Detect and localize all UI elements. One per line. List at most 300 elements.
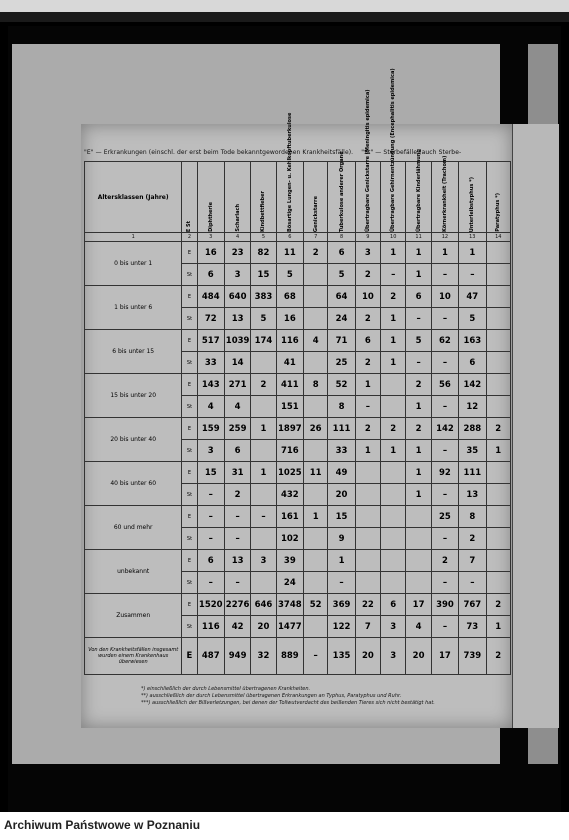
cell-value: 52: [328, 374, 355, 396]
column-number: 3: [197, 233, 224, 242]
cell-value: [486, 374, 511, 396]
row-type-e: E: [182, 374, 197, 396]
row-type-st: St: [182, 572, 197, 594]
cell-value: 2276: [224, 594, 250, 616]
cell-value: [251, 572, 276, 594]
archive-label: Archiwum Państwowe w Poznaniu: [4, 818, 201, 832]
cell-value: –: [224, 572, 250, 594]
cell-value: –: [197, 528, 224, 550]
column-header-text: Genickstarre: [312, 195, 319, 232]
cell-value: [355, 572, 380, 594]
cell-value: [355, 462, 380, 484]
cell-value: 6: [197, 264, 224, 286]
cell-value: 17: [431, 638, 458, 675]
column-number: 8: [328, 233, 355, 242]
row-type-e: E: [182, 242, 197, 264]
column-header-3: [197, 162, 224, 233]
cell-value: –: [406, 308, 431, 330]
age-class-label: 60 und mehr: [85, 506, 182, 550]
cell-value: 122: [328, 616, 355, 638]
column-number: 10: [381, 233, 406, 242]
cell-value: [486, 286, 511, 308]
cell-value: 20: [251, 616, 276, 638]
column-header-10: [381, 68, 406, 233]
cell-value: 31: [224, 462, 250, 484]
cell-value: 20: [406, 638, 431, 675]
cell-value: 2: [486, 418, 511, 440]
row-type-st: St: [182, 528, 197, 550]
cell-value: [486, 352, 511, 374]
cell-value: 4: [197, 396, 224, 418]
cell-value: –: [459, 264, 486, 286]
cell-value: [486, 572, 511, 594]
cell-value: 1025: [276, 462, 303, 484]
cell-value: 1039: [224, 330, 250, 352]
cell-value: 484: [197, 286, 224, 308]
cell-value: 640: [224, 286, 250, 308]
cell-value: –: [431, 572, 458, 594]
column-number: 12: [431, 233, 458, 242]
cell-value: 390: [431, 594, 458, 616]
cell-value: [406, 572, 431, 594]
cell-value: 39: [276, 550, 303, 572]
cell-value: 2: [486, 594, 511, 616]
cell-value: 5: [406, 330, 431, 352]
row-type-st: St: [182, 308, 197, 330]
cell-value: 6: [459, 352, 486, 374]
cell-value: [486, 242, 511, 264]
cell-value: [355, 528, 380, 550]
cell-value: 1897: [276, 418, 303, 440]
cell-value: 13: [224, 550, 250, 572]
cell-value: 1520: [197, 594, 224, 616]
cell-value: [251, 528, 276, 550]
column-header-8: [328, 151, 355, 233]
cell-value: 15: [251, 264, 276, 286]
cell-value: [381, 374, 406, 396]
cell-value: 2: [406, 418, 431, 440]
column-header-1: Altersklassen (Jahre): [85, 162, 182, 233]
cell-value: 20: [328, 484, 355, 506]
column-header-6: [276, 112, 303, 233]
table-row: [85, 462, 511, 484]
cell-value: 8: [304, 374, 328, 396]
cell-value: 411: [276, 374, 303, 396]
column-number: 5: [251, 233, 276, 242]
cell-value: 64: [328, 286, 355, 308]
row-type-e: E: [182, 462, 197, 484]
cell-value: 20: [355, 638, 380, 675]
row-type-st: St: [182, 396, 197, 418]
cell-value: 9: [328, 528, 355, 550]
archive-bar: [0, 812, 569, 840]
cell-value: 92: [431, 462, 458, 484]
column-header-text: Kindbettfieber: [260, 190, 267, 232]
cell-value: [486, 528, 511, 550]
adjacent-page-columns: [512, 124, 559, 728]
cell-value: [486, 330, 511, 352]
cell-value: [304, 264, 328, 286]
cell-value: 2: [224, 484, 250, 506]
column-header-11: [406, 149, 431, 233]
cell-value: [304, 308, 328, 330]
cell-value: 1: [381, 242, 406, 264]
column-header-text: Tuberkulose anderer Organe: [338, 151, 345, 232]
cell-value: 1: [381, 352, 406, 374]
column-number: 1: [85, 233, 182, 242]
cell-value: 35: [459, 440, 486, 462]
cell-value: –: [431, 616, 458, 638]
footnotes: [141, 686, 501, 707]
cell-value: [304, 286, 328, 308]
column-number: 4: [224, 233, 250, 242]
cell-value: 949: [224, 638, 250, 675]
statistics-sheet: [81, 68, 512, 728]
cell-value: 432: [276, 484, 303, 506]
cell-value: 142: [431, 418, 458, 440]
cell-value: 2: [355, 352, 380, 374]
column-header-12: [431, 155, 458, 233]
cell-value: 2: [304, 242, 328, 264]
cell-value: –: [431, 396, 458, 418]
cell-value: [304, 440, 328, 462]
cell-value: 111: [328, 418, 355, 440]
cell-value: 5: [459, 308, 486, 330]
cell-value: [251, 440, 276, 462]
cell-value: 1: [381, 308, 406, 330]
cell-value: 42: [224, 616, 250, 638]
cell-value: –: [224, 506, 250, 528]
cell-value: [355, 550, 380, 572]
cell-value: 24: [276, 572, 303, 594]
cell-value: 151: [276, 396, 303, 418]
footnote: **) ausschließlich der durch Lebensmittel übertragenen Erkrankungen an Typhus, Paratyphus und Ruhr.: [141, 693, 402, 699]
cell-value: 10: [431, 286, 458, 308]
table-row: [85, 242, 511, 264]
cell-value: 3: [355, 242, 380, 264]
cell-value: 1: [251, 462, 276, 484]
cell-value: [304, 572, 328, 594]
column-number: 2: [182, 233, 197, 242]
cell-value: [304, 550, 328, 572]
cell-value: 116: [197, 616, 224, 638]
cell-value: [304, 352, 328, 374]
cell-value: 3: [251, 550, 276, 572]
cell-value: 3: [197, 440, 224, 462]
cell-value: [486, 264, 511, 286]
column-header-text: Paratyphus *): [495, 193, 502, 232]
cell-value: 13: [224, 308, 250, 330]
table-row: [85, 506, 511, 528]
cell-value: 102: [276, 528, 303, 550]
cell-value: 271: [224, 374, 250, 396]
table-row: [85, 330, 511, 352]
cell-value: 383: [251, 286, 276, 308]
cell-value: 2: [355, 264, 380, 286]
cell-value: 11: [276, 242, 303, 264]
cell-value: 369: [328, 594, 355, 616]
cell-value: [486, 484, 511, 506]
cell-value: [486, 308, 511, 330]
cell-value: 62: [431, 330, 458, 352]
column-header-text: Scharlach: [234, 204, 241, 232]
cell-value: [304, 396, 328, 418]
row-type-st: St: [182, 616, 197, 638]
cell-value: 1: [406, 440, 431, 462]
cell-value: 16: [276, 308, 303, 330]
cell-value: –: [431, 308, 458, 330]
cell-value: –: [251, 506, 276, 528]
cell-value: [381, 506, 406, 528]
cell-value: 4: [406, 616, 431, 638]
cell-value: [406, 550, 431, 572]
cell-value: [381, 396, 406, 418]
cell-value: 25: [328, 352, 355, 374]
column-header-5: [251, 162, 276, 233]
cell-value: 159: [197, 418, 224, 440]
column-number: 9: [355, 233, 380, 242]
column-header-text: Übertragbare Kinderlähmung: [415, 149, 422, 232]
age-class-label: 15 bis unter 20: [85, 374, 182, 418]
row-type-e: E: [182, 286, 197, 308]
cell-value: 889: [276, 638, 303, 675]
cell-value: [486, 550, 511, 572]
cell-value: 288: [459, 418, 486, 440]
column-number: 6: [276, 233, 303, 242]
cell-value: 739: [459, 638, 486, 675]
cell-value: 1: [381, 330, 406, 352]
table-row: [85, 550, 511, 572]
age-class-label: unbekannt: [85, 550, 182, 594]
total-label: Zusammen: [85, 594, 182, 638]
cell-value: 2: [486, 638, 511, 675]
cell-value: 15: [328, 506, 355, 528]
header-left: "E" — Erkrankungen (einschl. der erst beim Tode bekanntgewordenen Krankheitsfälle).: [84, 149, 354, 156]
cell-value: 4: [304, 330, 328, 352]
cell-value: 23: [224, 242, 250, 264]
cell-value: –: [355, 396, 380, 418]
cell-value: 5: [276, 264, 303, 286]
cell-value: 5: [251, 308, 276, 330]
cell-value: 13: [459, 484, 486, 506]
footnote: *) einschließlich der durch Lebensmittel übertragenen Krankheiten.: [141, 686, 311, 692]
column-number: 11: [406, 233, 431, 242]
cell-value: 116: [276, 330, 303, 352]
cell-value: 47: [459, 286, 486, 308]
table-row: [85, 594, 511, 616]
cell-value: [381, 484, 406, 506]
cell-value: 6: [406, 286, 431, 308]
cell-value: 1: [486, 440, 511, 462]
table-row: [85, 418, 511, 440]
cell-value: 56: [431, 374, 458, 396]
row-type-e: E: [182, 550, 197, 572]
cell-value: –: [459, 572, 486, 594]
cell-value: 1: [406, 396, 431, 418]
cell-value: [486, 506, 511, 528]
cell-value: 174: [251, 330, 276, 352]
cell-value: 1: [251, 418, 276, 440]
cell-value: –: [431, 440, 458, 462]
cell-value: [304, 528, 328, 550]
cell-value: [304, 616, 328, 638]
cell-value: [486, 396, 511, 418]
column-header-text: Bösartige Lungen- u. Kehlkopftuberkulose: [286, 112, 293, 232]
column-header-2: [182, 162, 197, 233]
cell-value: –: [197, 572, 224, 594]
column-header-text: Diphtherie: [207, 202, 214, 232]
row-type-st: St: [182, 264, 197, 286]
cell-value: [381, 550, 406, 572]
age-class-label: 1 bis unter 6: [85, 286, 182, 330]
cell-value: –: [328, 572, 355, 594]
cell-value: 11: [304, 462, 328, 484]
cell-value: 7: [459, 550, 486, 572]
table-row: [85, 374, 511, 396]
column-number: 7: [304, 233, 328, 242]
column-header-text: Übertragbare Gehirnentzündung (Encephalitis epidemica): [390, 68, 397, 232]
cell-value: [406, 528, 431, 550]
cell-value: 517: [197, 330, 224, 352]
cell-value: 1: [381, 440, 406, 462]
cell-value: 161: [276, 506, 303, 528]
column-header-7: [304, 162, 328, 233]
hospital-label: Von den Krankheitsfällen insgesamt wurden einem Krankenhaus überwiesen: [85, 638, 182, 675]
cell-value: [251, 484, 276, 506]
cell-value: –: [406, 352, 431, 374]
cell-value: 68: [276, 286, 303, 308]
cell-value: 72: [197, 308, 224, 330]
cell-value: 767: [459, 594, 486, 616]
column-header-text: Übertragbare Genickstarre (Meningitis epidemica): [364, 89, 371, 232]
cell-value: 5: [328, 264, 355, 286]
cell-value: –: [381, 264, 406, 286]
cell-value: [381, 462, 406, 484]
cell-value: 32: [251, 638, 276, 675]
cell-value: 1: [406, 484, 431, 506]
cell-value: 1: [328, 550, 355, 572]
cell-value: [304, 484, 328, 506]
cell-value: –: [304, 638, 328, 675]
column-header-text: Körnerkrankheit (Trachom): [441, 155, 448, 232]
row-type-e: E: [182, 638, 197, 675]
cell-value: 73: [459, 616, 486, 638]
row-type-st: St: [182, 484, 197, 506]
footnote: ***) ausschließlich der Bißverletzungen, bei denen der Tollwutverdacht des beißenden Tieres sich nicht bestätigt hat.: [141, 700, 435, 706]
cell-value: –: [431, 484, 458, 506]
cell-value: 646: [251, 594, 276, 616]
cell-value: 7: [355, 616, 380, 638]
cell-value: 49: [328, 462, 355, 484]
cell-value: 33: [197, 352, 224, 374]
column-header-text: Unterleibstyphus *): [469, 176, 476, 232]
table-body: [85, 242, 511, 675]
cell-value: [355, 484, 380, 506]
cell-value: 14: [224, 352, 250, 374]
header-right: "St" — Sterbefälle (auch Sterbe-: [361, 149, 462, 156]
cell-value: –: [431, 352, 458, 374]
cell-value: 6: [381, 594, 406, 616]
column-number-row: [85, 233, 511, 242]
cell-value: 1: [406, 462, 431, 484]
column-header-13: [459, 162, 486, 233]
cell-value: –: [431, 528, 458, 550]
cell-value: 2: [431, 550, 458, 572]
cell-value: 25: [431, 506, 458, 528]
cell-value: 82: [251, 242, 276, 264]
cell-value: 17: [406, 594, 431, 616]
cell-value: –: [224, 528, 250, 550]
cell-value: 8: [328, 396, 355, 418]
cell-value: 41: [276, 352, 303, 374]
cell-value: 52: [304, 594, 328, 616]
column-header-14: [486, 162, 511, 233]
cell-value: 259: [224, 418, 250, 440]
cell-value: 2: [355, 418, 380, 440]
cell-value: 716: [276, 440, 303, 462]
cell-value: 1: [406, 242, 431, 264]
row-type-e: E: [182, 594, 197, 616]
cell-value: [406, 506, 431, 528]
cell-value: 2: [381, 286, 406, 308]
cell-value: 2: [459, 528, 486, 550]
film-top-edge: [0, 0, 569, 12]
row-type-st: St: [182, 440, 197, 462]
film-strip: [0, 12, 569, 22]
cell-value: [486, 462, 511, 484]
cell-value: 6: [197, 550, 224, 572]
cell-value: 12: [459, 396, 486, 418]
cell-value: 1: [355, 374, 380, 396]
cell-value: 3: [381, 638, 406, 675]
cell-value: 6: [355, 330, 380, 352]
cell-value: –: [431, 264, 458, 286]
column-number: 14: [486, 233, 511, 242]
age-class-label: 6 bis unter 15: [85, 330, 182, 374]
cell-value: 487: [197, 638, 224, 675]
cell-value: 71: [328, 330, 355, 352]
cell-value: 143: [197, 374, 224, 396]
cell-value: 1: [459, 242, 486, 264]
column-number: 13: [459, 233, 486, 242]
age-class-label: 40 bis unter 60: [85, 462, 182, 506]
cell-value: –: [197, 484, 224, 506]
cell-value: 163: [459, 330, 486, 352]
cell-value: 3748: [276, 594, 303, 616]
row-type-st: St: [182, 352, 197, 374]
age-class-label: 0 bis unter 1: [85, 242, 182, 286]
cell-value: 4: [224, 396, 250, 418]
cell-value: 26: [304, 418, 328, 440]
cell-value: 8: [459, 506, 486, 528]
cell-value: 1: [431, 242, 458, 264]
cell-value: [381, 528, 406, 550]
age-class-label: 20 bis unter 40: [85, 418, 182, 462]
cell-value: 10: [355, 286, 380, 308]
cell-value: [251, 396, 276, 418]
row-type-e: E: [182, 418, 197, 440]
cell-value: 1: [355, 440, 380, 462]
cell-value: 2: [355, 308, 380, 330]
column-header-9: [355, 89, 380, 233]
cell-value: 2: [381, 418, 406, 440]
cell-value: [381, 572, 406, 594]
cell-value: –: [197, 506, 224, 528]
cell-value: 24: [328, 308, 355, 330]
cell-value: 1: [304, 506, 328, 528]
cell-value: 3: [224, 264, 250, 286]
cell-value: 6: [224, 440, 250, 462]
